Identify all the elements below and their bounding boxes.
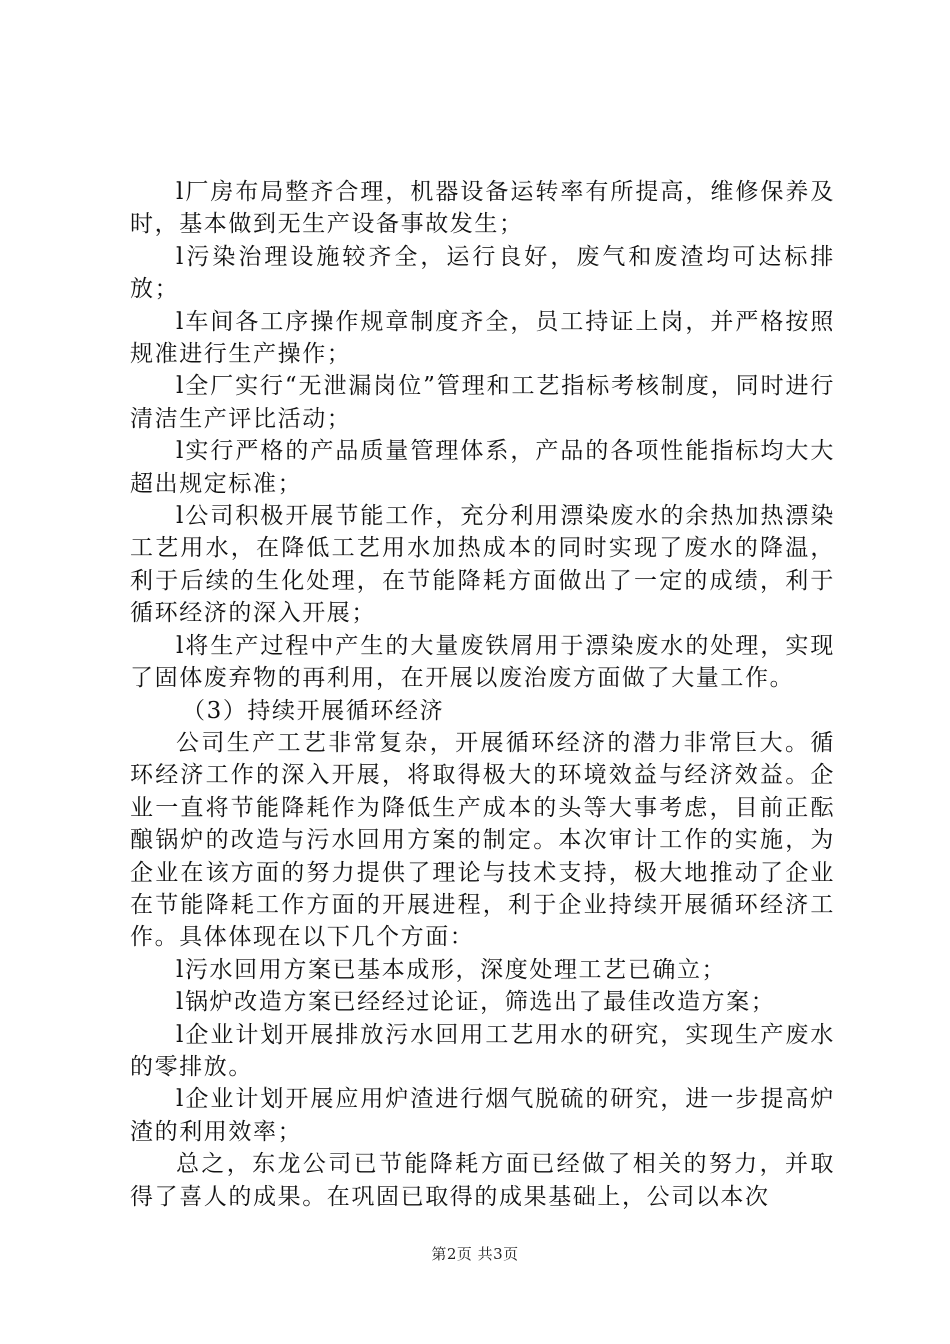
paragraph-11: l锅炉改造方案已经经过论证，筛选出了最佳改造方案； [176, 989, 776, 1016]
paragraph-5: l实行严格的产品质量管理体系，产品的各项性能指标均大大超出规定标准； [130, 438, 835, 497]
paragraph-7: l将生产过程中产生的大量废铁屑用于漂染废水的处理，实现了固体废弃物的再利用，在开展以废治废方面做了大量工作。 [130, 632, 835, 692]
paragraph-12: l企业计划开展排放污水回用工艺用水的研究，实现生产废水的零排放。 [130, 1021, 835, 1080]
paragraph-2: l污染治理设施较齐全，运行良好，废气和废渣均可达标排放； [130, 243, 835, 303]
document-body [130, 176, 835, 1213]
paragraph-13: l企业计划开展应用炉渣进行烟气脱硫的研究，进一步提高炉渣的利用效率； [130, 1086, 835, 1145]
paragraph-4: l全厂实行“无泄漏岗位”管理和工艺指标考核制度，同时进行清洁生产评比活动； [130, 373, 835, 432]
paragraph-1: l厂房布局整齐合理，机器设备运转率有所提高，维修保养及时，基本做到无生产设备事故发生； [130, 179, 835, 238]
paragraph-10: l污水回用方案已基本成形，深度处理工艺已确立； [176, 956, 727, 983]
page-footer: 第2页 共3页 [431, 1245, 519, 1263]
paragraph-3: l车间各工序操作规章制度齐全，员工持证上岗，并严格按照规准进行生产操作； [130, 308, 835, 368]
paragraph-6: l公司积极开展节能工作，充分利用漂染废水的余热加热漂染工艺用水，在降低工艺用水加热成本的同时实现了废水的降温，利于后续的生化处理，在节能降耗方面做出了一定的成绩，利于循环经济的深入开展； [130, 503, 835, 627]
paragraph-14: 总之，东龙公司已节能降耗方面已经做了相关的努力，并取得了喜人的成果。在巩固已取得的成果基础上，公司以本次 [130, 1151, 835, 1210]
paragraph-9: 公司生产工艺非常复杂，开展循环经济的潜力非常巨大。循环经济工作的深入开展，将取得极大的环境效益与经济效益。企业一直将节能降耗作为降低生产成本的头等大事考虑，目前正酝酿锅炉的改造与污水回用方案的制定。本次审计工作的实施，为企业在该方面的努力提供了理论与技术支持，极大地推动了企业在节能降耗工作方面的开展进程，利于企业持续开展循环经济工作。具体体现在以下几个方面： [130, 729, 835, 951]
section-heading: （3）持续开展循环经济 [182, 697, 445, 724]
